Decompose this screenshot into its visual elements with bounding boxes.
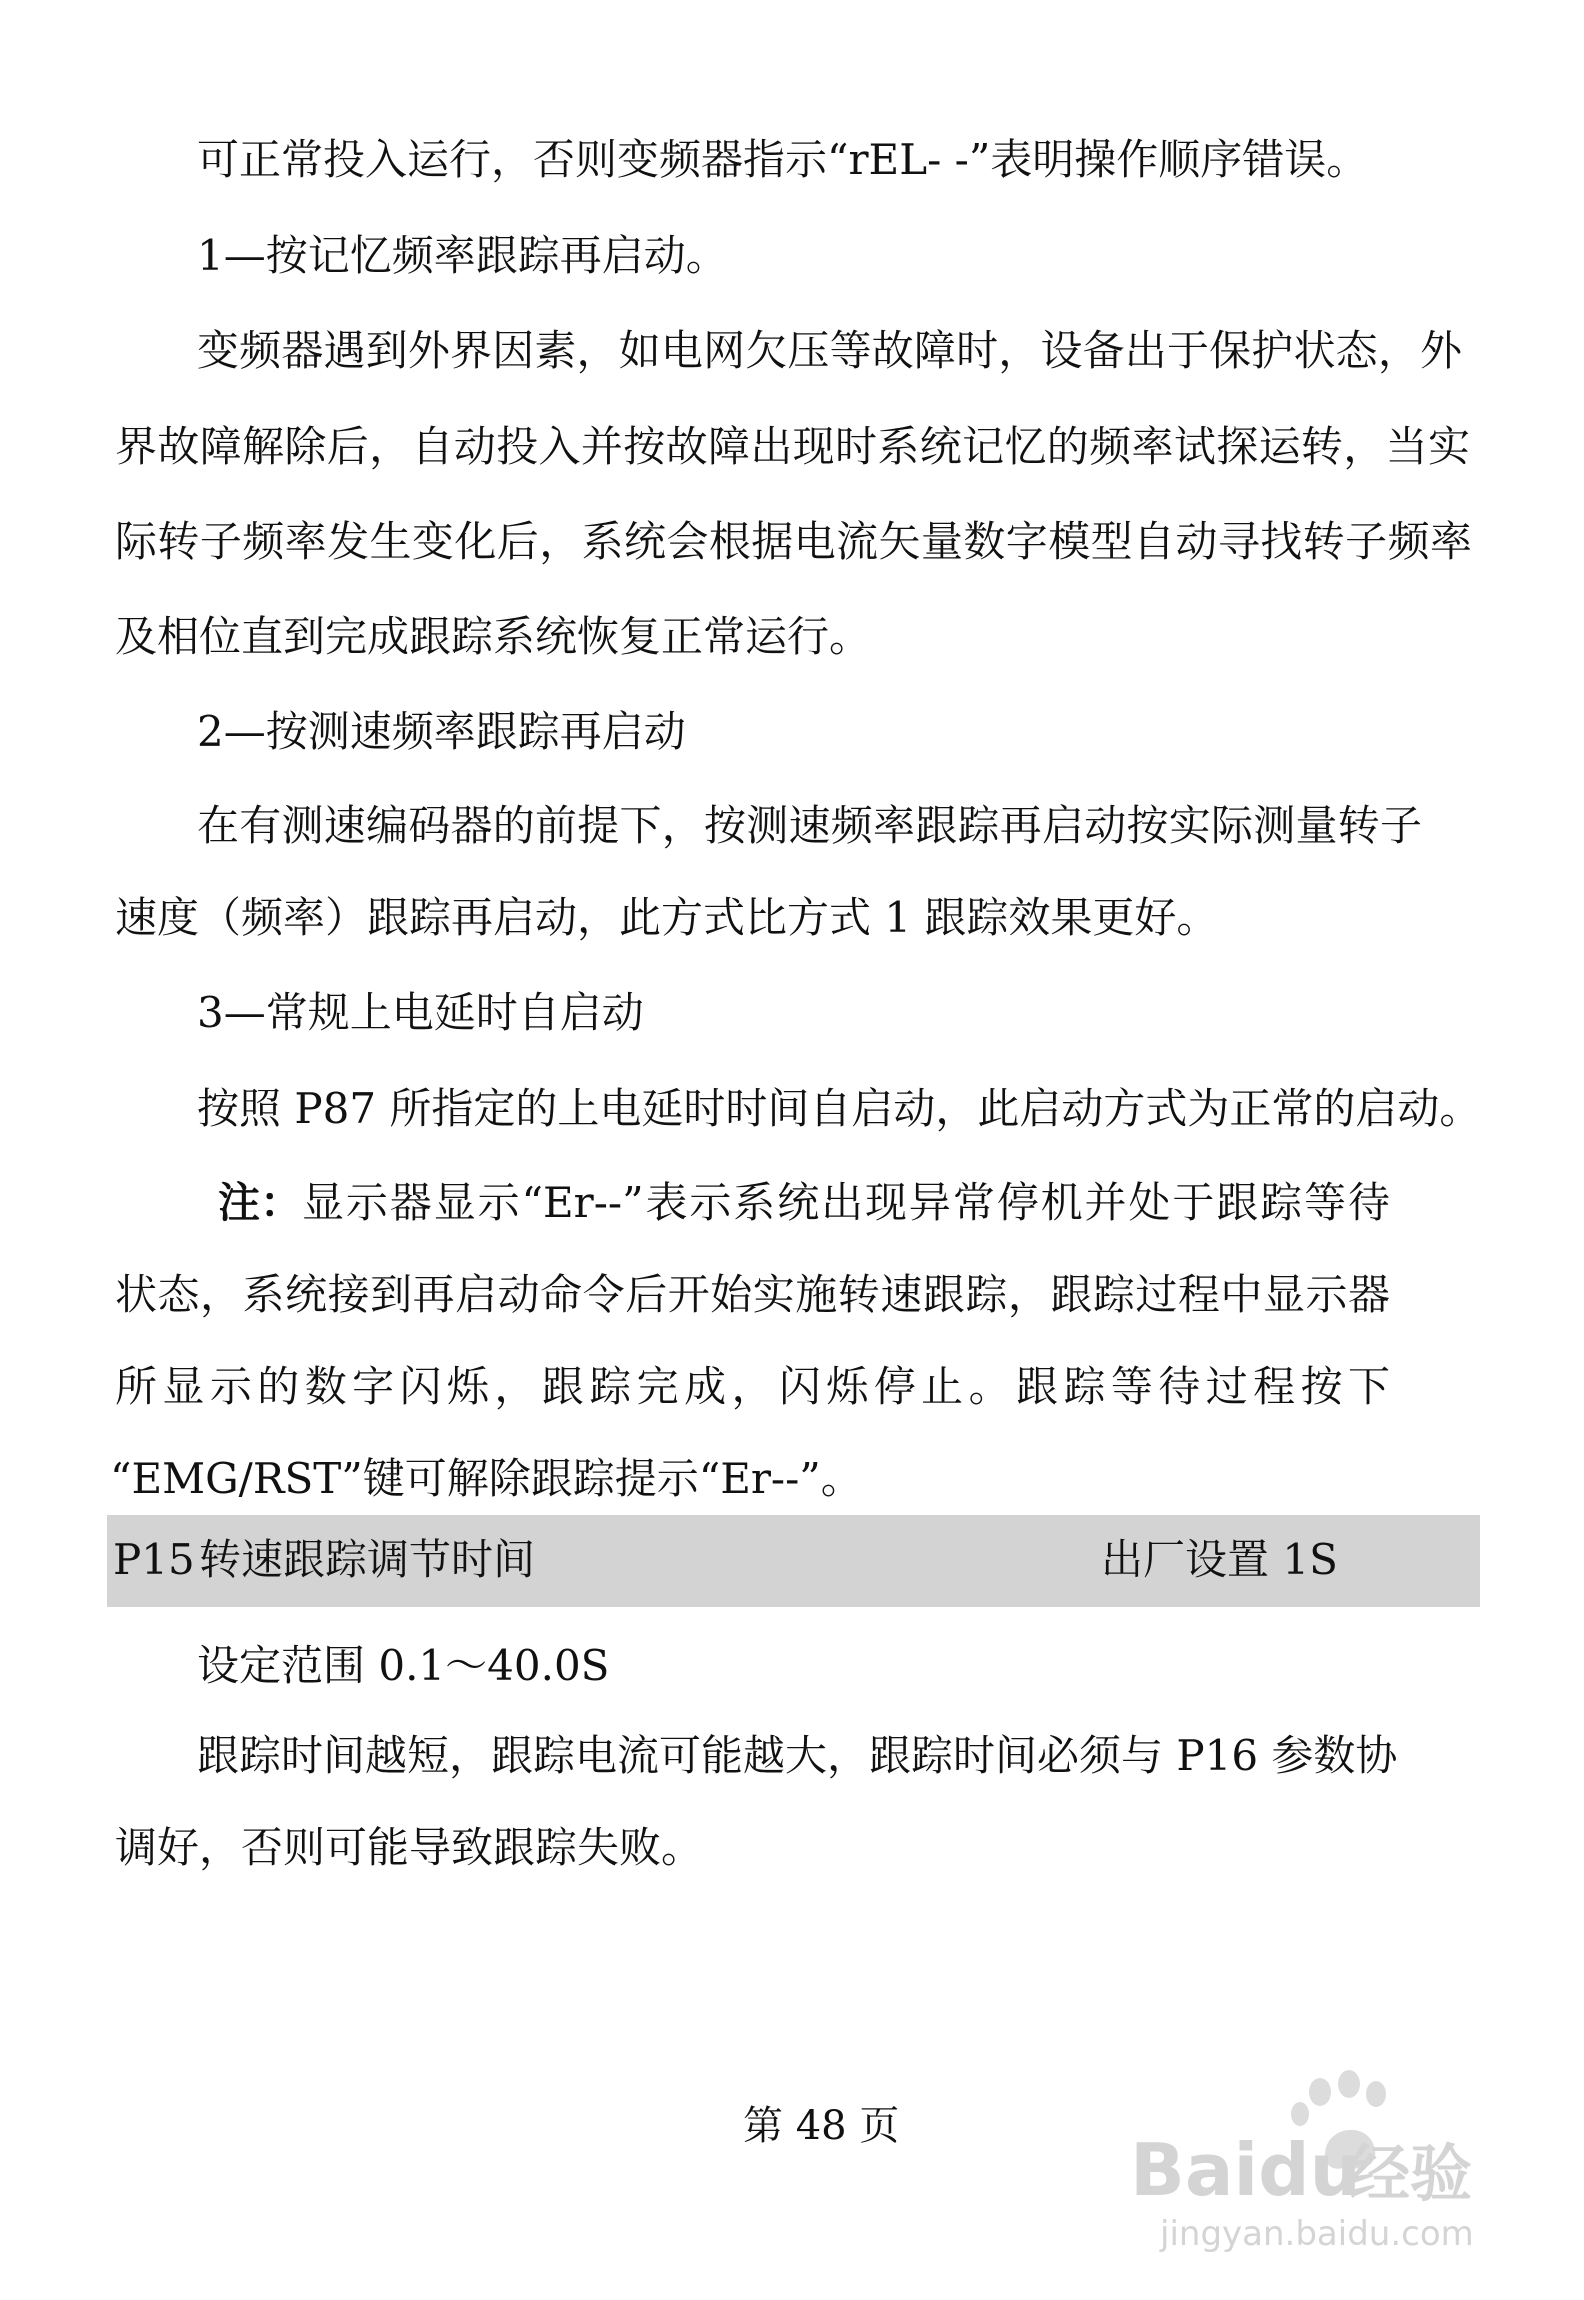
after-line-1: 跟踪时间越短，跟踪电流可能越大，跟踪时间必须与 P16 参数协 (197, 1731, 1398, 1780)
body-line-4: 界故障解除后，自动投入并按故障出现时系统记忆的频率试探运转，当实 (115, 422, 1470, 471)
after-line-2: 调好，否则可能导致跟踪失败。 (115, 1823, 704, 1872)
range-line: 设定范围 0.1～40.0S (197, 1641, 610, 1690)
body-line-2: 1—按记忆频率跟踪再启动。 (197, 231, 728, 280)
body-line-7: 2—按测速频率跟踪再启动 (197, 707, 686, 756)
watermark-url: jingyan.baidu.com (1160, 2214, 1474, 2254)
body-line-1: 可正常投入运行，否则变频器指示“rEL- -”表明操作顺序错误。 (197, 135, 1369, 184)
body-line-3: 变频器遇到外界因素，如电网欠压等故障时，设备出于保护状态，外 (197, 326, 1462, 375)
body-line-9: 速度（频率）跟踪再启动，此方式比方式 1 跟踪效果更好。 (115, 893, 1219, 942)
note-line-1: 显示器显示“Er--”表示系统出现异常停机并处于跟踪等待 (302, 1178, 1390, 1227)
watermark-brand: Baidu (1130, 2128, 1361, 2212)
body-line-10: 3—常规上电延时自启动 (197, 988, 644, 1037)
watermark-sub: 经验 (1348, 2137, 1473, 2210)
parameter-header-bar (107, 1515, 1480, 1607)
note-line-3: 所显示的数字闪烁，跟踪完成，闪烁停止。跟踪等待过程按下 (115, 1362, 1390, 1411)
note-line-4: “EMG/RST”键可解除跟踪提示“Er--”。 (110, 1454, 863, 1503)
baidu-jingyan-watermark (1120, 2060, 1500, 2280)
body-line-6: 及相位直到完成跟踪系统恢复正常运行。 (115, 612, 872, 661)
parameter-default: 出厂设置 1S (1101, 1535, 1338, 1584)
body-line-5: 际转子频率发生变化后，系统会根据电流矢量数字模型自动寻找转子频率 (115, 517, 1472, 566)
parameter-code: P15 (113, 1535, 195, 1584)
note-line-2: 状态，系统接到再启动命令后开始实施转速跟踪，跟踪过程中显示器 (115, 1270, 1390, 1319)
page-number: 第 48 页 (743, 2103, 900, 2149)
note-label: 注： (218, 1178, 303, 1227)
parameter-name: 转速跟踪调节时间 (199, 1535, 536, 1584)
body-line-11: 按照 P87 所指定的上电延时时间自启动，此启动方式为正常的启动。 (197, 1084, 1482, 1133)
body-line-8: 在有测速编码器的前提下，按测速频率跟踪再启动按实际测量转子 (197, 801, 1422, 850)
